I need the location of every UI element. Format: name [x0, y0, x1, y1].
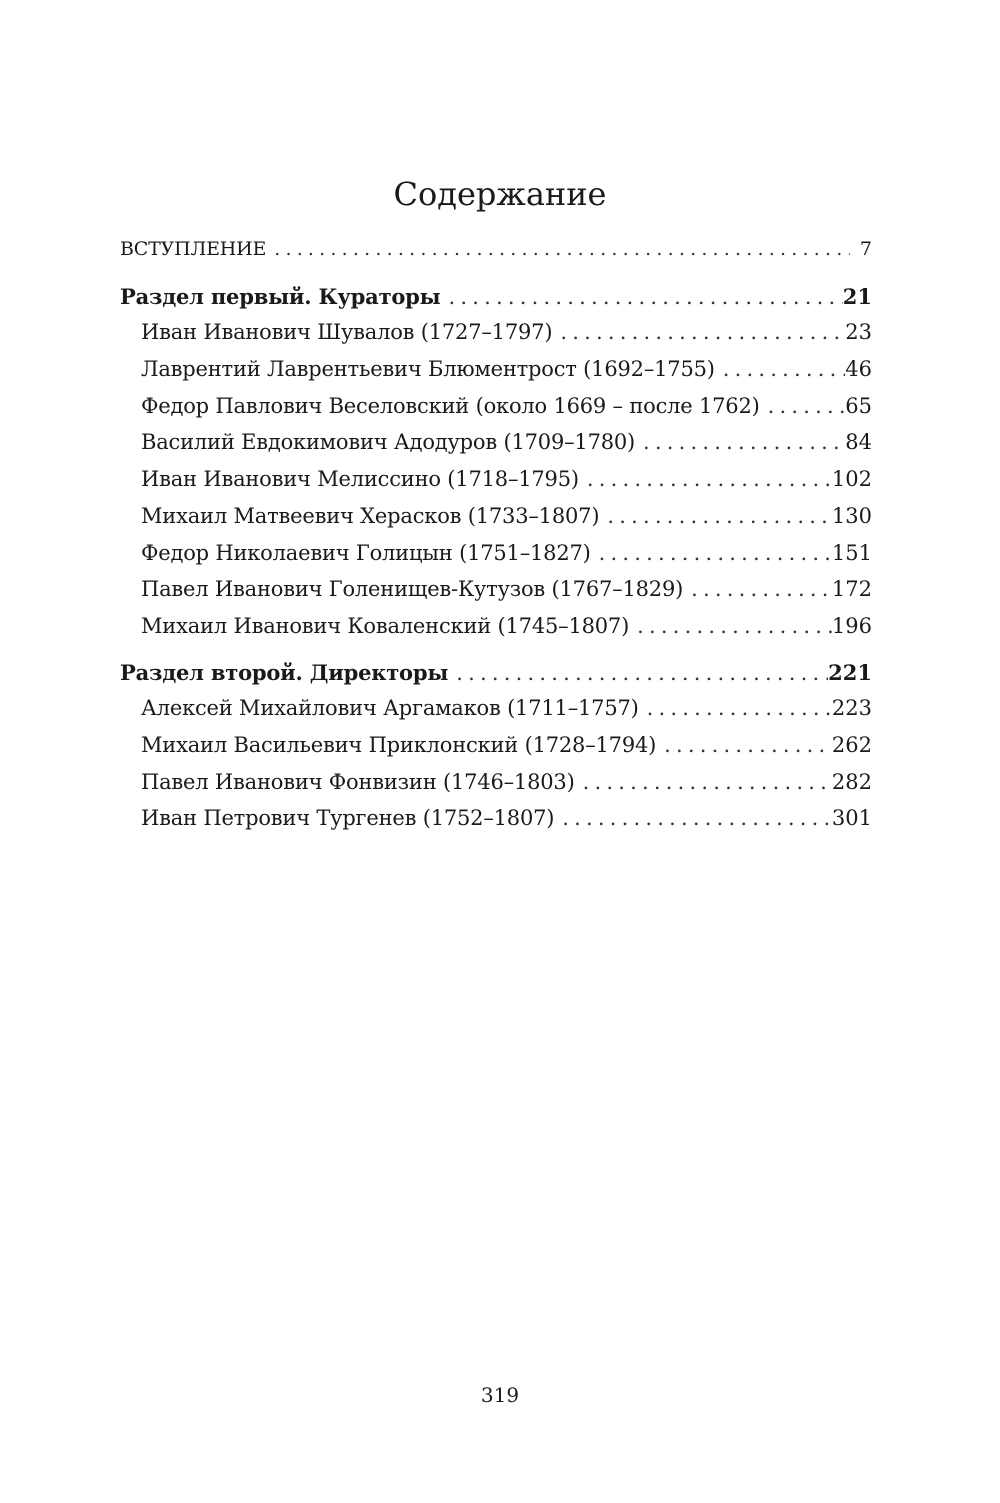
toc-item-page: 223	[831, 696, 872, 721]
leader-dots	[266, 238, 850, 260]
leader-dots	[715, 357, 846, 381]
toc-item[interactable]	[120, 504, 872, 541]
toc-item-page: 46	[845, 357, 872, 382]
toc-item-label: Иван Петрович Тургенев (1752–1807)	[141, 806, 555, 831]
toc-item-page: 84	[845, 430, 872, 455]
toc-item-label: Михаил Матвеевич Херасков (1733–1807)	[141, 503, 600, 528]
toc-item[interactable]	[120, 541, 872, 578]
toc-item-page: 130	[831, 503, 872, 528]
toc-section-label: Раздел первый. Кураторы	[120, 283, 441, 309]
toc-section-label: Раздел второй. Директоры	[120, 659, 449, 685]
toc-item-page: 262	[831, 732, 872, 757]
toc-item-page: 23	[845, 320, 872, 345]
leader-dots	[448, 661, 828, 685]
leader-dots	[575, 770, 832, 794]
leader-dots	[629, 614, 832, 638]
table-of-contents	[120, 238, 872, 843]
toc-item-label: Михаил Васильевич Приклонский (1728–1794)	[141, 732, 657, 757]
toc-item[interactable]	[120, 696, 872, 733]
toc-item-label: Василий Евдокимович Адодуров (1709–1780)	[141, 430, 636, 455]
toc-item[interactable]	[120, 357, 872, 394]
toc-item-label: Павел Иванович Фонвизин (1746–1803)	[141, 769, 575, 794]
leader-dots	[554, 806, 832, 830]
toc-item[interactable]	[120, 733, 872, 770]
leader-dots	[579, 467, 832, 491]
toc-item-page: 172	[831, 577, 872, 602]
toc-item-label: Иван Иванович Шувалов (1727–1797)	[141, 320, 553, 345]
toc-item[interactable]	[120, 806, 872, 843]
leader-dots	[683, 577, 832, 601]
toc-section-page: 221	[828, 659, 872, 685]
leader-dots	[760, 394, 846, 418]
toc-item-intro[interactable]	[120, 238, 872, 275]
leader-dots	[441, 285, 843, 309]
toc-item-page: 65	[845, 393, 872, 418]
toc-item[interactable]	[120, 614, 872, 651]
leader-dots	[639, 696, 832, 720]
leader-dots	[635, 430, 845, 454]
toc-item-label: Федор Павлович Веселовский (около 1669 – после 1762)	[141, 393, 760, 418]
toc-section-page: 21	[842, 283, 872, 309]
leader-dots	[599, 504, 832, 528]
toc-item-label: Михаил Иванович Коваленский (1745–1807)	[141, 613, 630, 638]
page-number: 319	[480, 1383, 520, 1407]
toc-section-curators[interactable]	[120, 284, 872, 321]
toc-item[interactable]	[120, 770, 872, 807]
toc-item-page: 151	[831, 540, 872, 565]
leader-dots	[591, 541, 832, 565]
leader-dots	[656, 733, 832, 757]
toc-item[interactable]	[120, 577, 872, 614]
toc-item-page: 282	[831, 769, 872, 794]
leader-dots	[552, 320, 845, 344]
toc-item[interactable]	[120, 394, 872, 431]
toc-item-label: Федор Николаевич Голицын (1751–1827)	[141, 540, 591, 565]
toc-item-label: ВСТУПЛЕНИЕ	[120, 238, 267, 260]
toc-item-page: 102	[831, 467, 872, 492]
toc-item[interactable]	[120, 320, 872, 357]
page-title: Содержание	[393, 175, 607, 213]
toc-item-page: 7	[859, 238, 872, 260]
toc-item-page: 301	[831, 806, 872, 831]
toc-section-directors[interactable]	[120, 660, 872, 697]
toc-item-label: Иван Иванович Мелиссино (1718–1795)	[141, 467, 579, 492]
toc-item[interactable]	[120, 467, 872, 504]
toc-item[interactable]	[120, 430, 872, 467]
toc-item-label: Алексей Михайлович Аргамаков (1711–1757)	[141, 696, 639, 721]
toc-item-label: Лаврентий Лаврентьевич Блюментрост (1692–1755)	[141, 357, 715, 382]
toc-item-label: Павел Иванович Голенищев-Кутузов (1767–1829)	[141, 577, 684, 602]
toc-item-page: 196	[831, 613, 872, 638]
